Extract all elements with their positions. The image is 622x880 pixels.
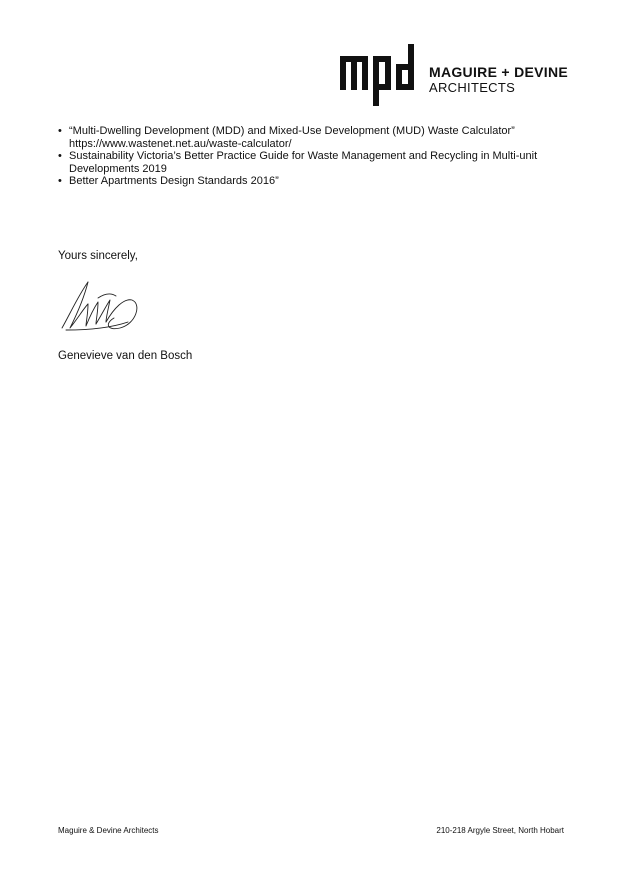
reference-line: Sustainability Victoria’s Better Practice Guide for Waste Management and Recycling in Multi-unit: [69, 150, 538, 162]
bullet-glyph: •: [58, 175, 62, 187]
reference-line: “Multi-Dwelling Development (MDD) and Mixed-Use Development (MUD) Waste Calculator”: [69, 125, 515, 137]
company-name: MAGUIRE + DEVINE: [429, 64, 568, 80]
bullet-glyph: •: [58, 150, 62, 162]
handwritten-signature: [58, 278, 148, 338]
reference-item: [58, 175, 578, 188]
closing-salutation: Yours sincerely,: [58, 250, 138, 262]
bullet-glyph: •: [58, 125, 62, 137]
logo-mark-icon: [338, 42, 416, 108]
reference-line: Better Apartments Design Standards 2016”: [69, 175, 279, 187]
reference-url[interactable]: https://www.wastenet.net.au/waste-calculator/: [69, 137, 292, 150]
reference-item: [58, 125, 578, 150]
footer-address: 210-218 Argyle Street, North Hobart: [436, 826, 564, 835]
signer-name: Genevieve van den Bosch: [58, 350, 193, 362]
reference-line: Developments 2019: [69, 162, 167, 175]
reference-item: [58, 150, 578, 175]
company-subtitle: ARCHITECTS: [429, 80, 516, 95]
reference-list: [58, 125, 578, 188]
footer-company: Maguire & Devine Architects: [58, 826, 159, 835]
company-logo: [338, 42, 568, 110]
